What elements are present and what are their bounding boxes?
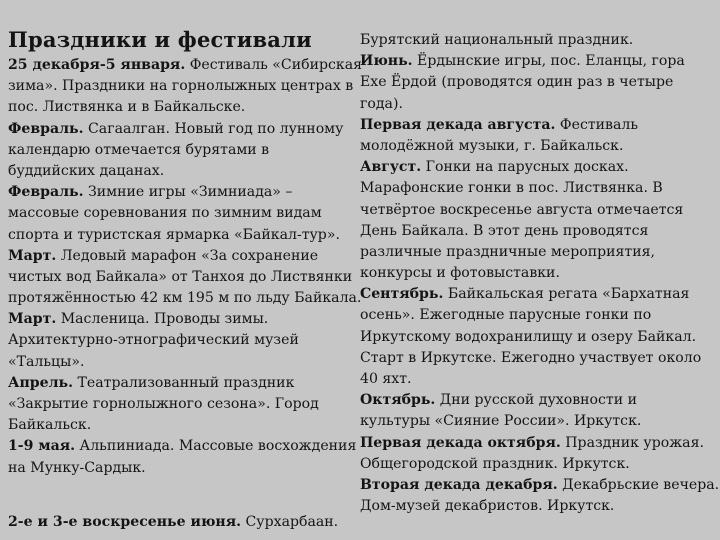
line-text: Масленица. Проводы зимы. <box>56 311 269 328</box>
line-text: Декабрьские вечера. <box>557 476 720 493</box>
text-line <box>360 433 719 454</box>
text-line: Общегородской праздник. Иркутск. <box>360 455 630 472</box>
slide-title: Праздники и фестивали <box>8 27 312 52</box>
line-text: Фестиваль «Сибирская <box>185 57 362 73</box>
text-line <box>8 373 362 394</box>
line-text: Фестиваль <box>555 116 638 133</box>
text-line <box>360 157 719 178</box>
text-line <box>8 512 362 533</box>
text-line: конкурсы и фотовыставки. <box>360 265 560 282</box>
text-line <box>8 309 362 330</box>
date-label: Сентябрь. <box>360 286 444 303</box>
text-line: осень». Ежегодные парусные гонки по <box>360 307 652 324</box>
text-line: протяжённостью 42 км 195 м по льду Байкала. <box>8 290 362 307</box>
text-line: четвёртое воскресенье августа отмечается <box>360 201 684 218</box>
text-line <box>8 55 362 76</box>
text-line: спорта и туристская ярмарка «Байкал-тур». <box>8 226 340 243</box>
text-line <box>8 119 362 140</box>
date-label: 2-е и 3-е воскресенье июня. <box>8 513 242 530</box>
line-text: Байкальская регата «Бархатная <box>443 286 690 303</box>
line-text: Дни русской духовности и <box>435 392 637 409</box>
spacer <box>8 500 362 512</box>
date-label: Март. <box>8 311 57 328</box>
text-line <box>8 436 362 457</box>
date-label: 1-9 мая. <box>8 438 76 455</box>
date-label: Апрель. <box>8 374 74 391</box>
text-line: Архитектурно-этнографический музей <box>8 332 299 349</box>
text-line: Марафонские гонки в пос. Листвянка. В <box>360 180 663 197</box>
text-line: Бурятский национальный праздник. <box>360 32 634 48</box>
line-text: Сурхарбаан. <box>241 513 339 530</box>
text-line: календарю отмечается бурятами в <box>8 141 270 158</box>
date-label: Октябрь. <box>360 392 436 409</box>
text-line: массовые соревнования по зимним видам <box>8 205 322 222</box>
text-line: «Тальцы». <box>8 353 85 370</box>
text-line: на Мунку-Сардык. <box>8 459 146 476</box>
date-label: Первая декада октября. <box>360 434 561 451</box>
line-text: Ёрдынские игры, пос. Еланцы, гора <box>412 53 685 70</box>
text-line: года). <box>360 95 403 112</box>
line-text: Театрализованный праздник <box>73 374 295 391</box>
text-line: пос. Листвянка и в Байкальске. <box>8 99 246 116</box>
spacer <box>8 479 362 500</box>
text-line: молодёжной музыки, г. Байкальск. <box>360 137 624 154</box>
text-line <box>360 390 719 411</box>
line-text: Зимние игры «Зимниада» – <box>83 184 293 201</box>
text-line: День Байкала. В этот день проводятся <box>360 222 649 239</box>
right-column <box>360 30 719 517</box>
text-line <box>360 115 719 136</box>
text-line: Дом-музей декабристов. Иркутск. <box>360 498 615 515</box>
text-line: Ехе Ёрдой (проводятся один раз в четыре <box>360 74 674 91</box>
left-column <box>8 55 362 533</box>
date-label: Февраль. <box>8 120 84 137</box>
text-line <box>8 246 362 267</box>
line-text: Гонки на парусных досках. <box>421 159 629 176</box>
text-line <box>360 475 719 496</box>
line-text: Праздник урожая. <box>560 434 704 451</box>
text-line <box>360 284 719 305</box>
text-line: «Закрытие горнолыжного сезона». Город <box>8 396 319 412</box>
text-line: культуры «Сияние России». Иркутск. <box>360 413 642 430</box>
text-line: буддийских дацанах. <box>8 162 165 179</box>
date-label: Вторая декада декабря. <box>360 476 558 493</box>
date-label: Июнь. <box>360 53 413 70</box>
text-line <box>8 182 362 203</box>
date-label: Первая декада августа. <box>360 116 556 133</box>
line-text: Сагаалган. Новый год по лунному <box>83 120 344 137</box>
date-label: Март. <box>8 247 57 264</box>
date-label: 25 декабря-5 января. <box>8 57 186 73</box>
text-line: Старт в Иркутске. Ежегодно участвует около <box>360 349 702 366</box>
text-line <box>360 51 719 72</box>
text-line: Иркутскому водохранилищу и озеру Байкал. <box>360 328 697 345</box>
text-line: зима». Праздники на горнолыжных центрах в <box>8 78 354 95</box>
text-line: 40 яхт. <box>360 371 412 387</box>
date-label: Август. <box>360 159 422 176</box>
line-text: Альпиниада. Массовые восхождения <box>75 438 357 455</box>
text-line: Байкальск. <box>8 417 92 434</box>
text-line: чистых вод Байкала» от Танхоя до Листвянки <box>8 268 353 285</box>
line-text: Ледовый марафон «За сохранение <box>56 247 319 264</box>
date-label: Февраль. <box>8 184 84 201</box>
text-line: различные праздничные мероприятия, <box>360 243 655 260</box>
